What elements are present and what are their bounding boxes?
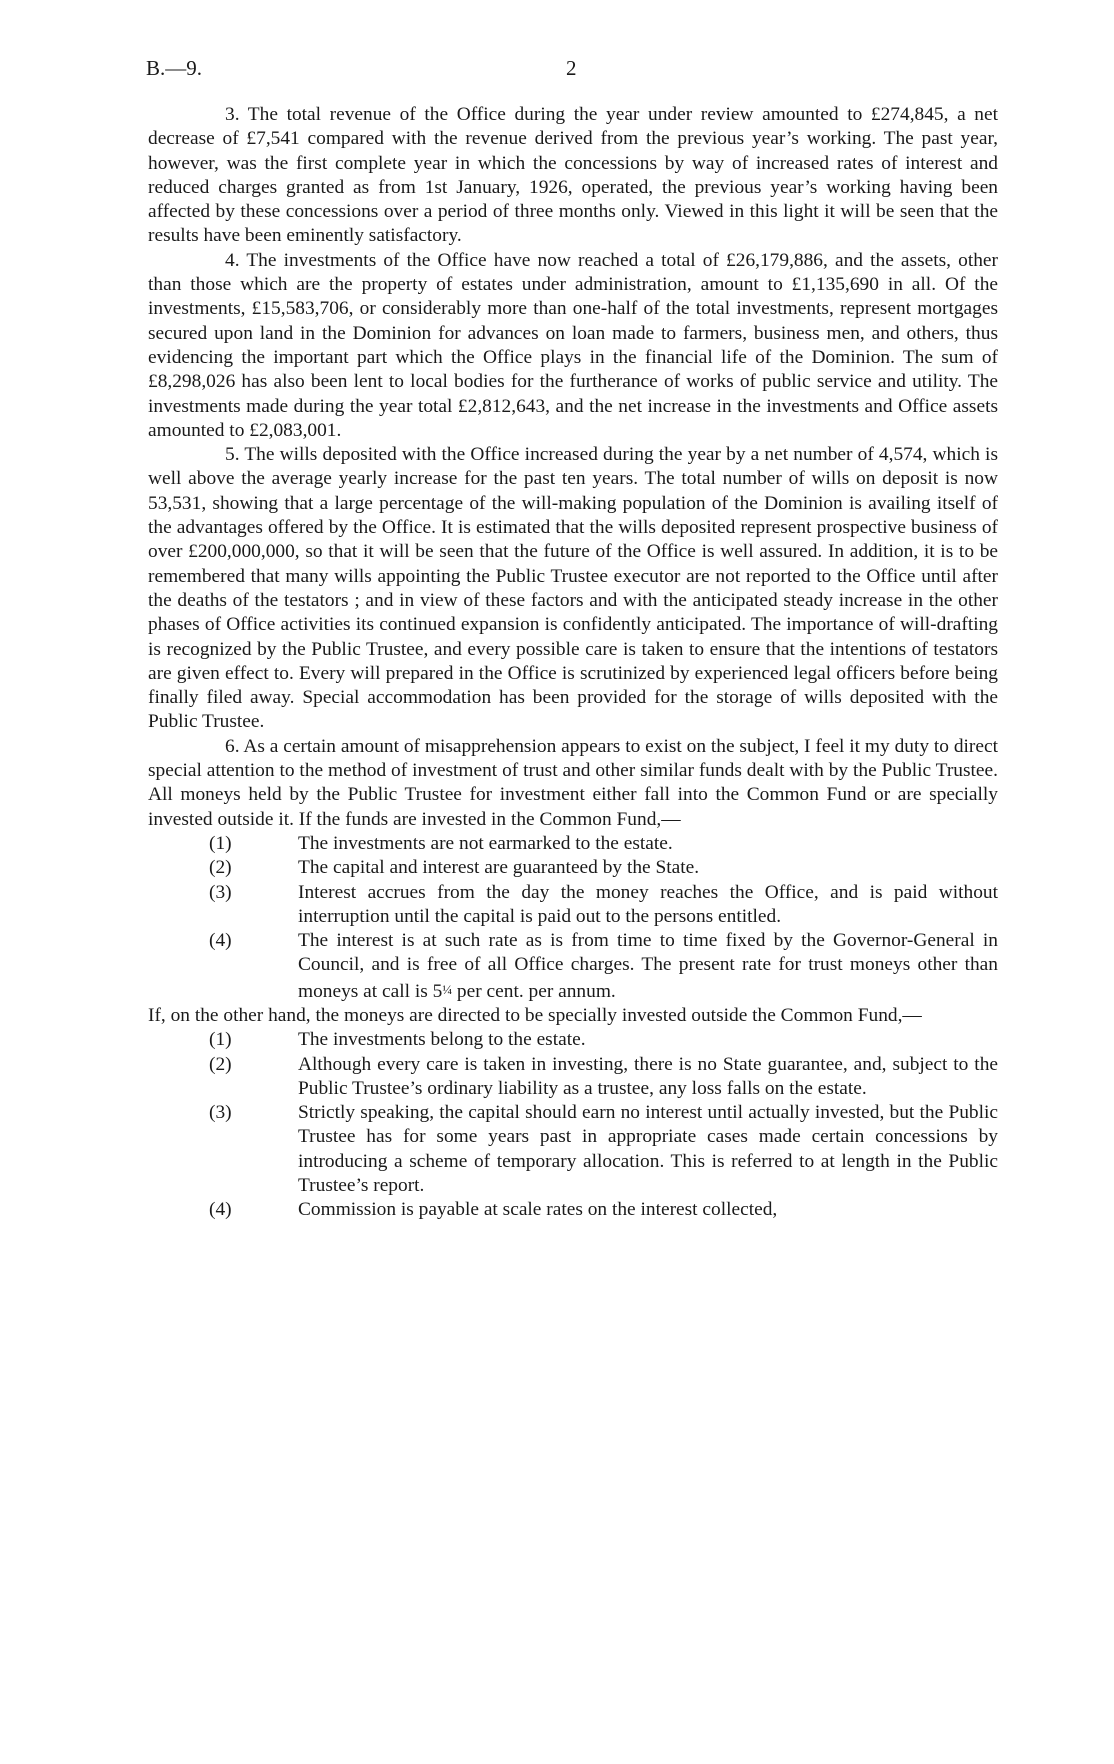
list-item-text: The investments belong to the estate. — [298, 1029, 586, 1051]
list-item-number: (4) — [209, 930, 232, 952]
list-item-number: (3) — [209, 1102, 232, 1124]
list-item-number: (4) — [209, 1199, 232, 1221]
common-fund-list — [148, 832, 998, 1004]
paragraph-3: 3. The total revenue of the Office during the year under review amounted to £274,845, a net decrease of £7,541 compared with the revenue derived from the previous year’s working. The past year, however, was the first complete year in which the concessions by way of increased rates of interest and reduced charges granted as from 1st January, 1926, operated, the previous year’s working having been affected by these concessions over a period of three months only. Viewed in this light it will be seen that the results have been eminently satisfactory. — [148, 104, 998, 247]
fraction: ¼ — [442, 981, 453, 997]
list-item — [209, 1053, 998, 1102]
body-text — [148, 103, 998, 1223]
list-item — [209, 929, 998, 1004]
special-investment-list — [148, 1028, 998, 1222]
list-item-number: (1) — [209, 832, 232, 854]
list-item — [209, 1028, 998, 1052]
list-item-number: (3) — [209, 881, 232, 903]
list-item — [209, 832, 998, 856]
paragraph-4: 4. The investments of the Office have now reached a total of £26,179,886, and the assets, other than those which are the property of estates under administration, amount to £1,135,690 in all. Of the investments, £15,583,706, or considerably more than one-half of the total investments, represent mortgages secured upon land in the Dominion for advances on loan made to farmers, business men, and others, thus evidencing the important part which the Office plays in the financial life of the Dominion. The sum of £8,298,026 has also been lent to local bodies for the furtherance of works of public service and utility. The investments made during the year total £2,812,643, and the net increase in the investments and Office assets amounted to £2,083,001. — [148, 249, 998, 441]
list-item — [209, 856, 998, 880]
list-item — [209, 881, 998, 930]
list-item-text-part: per cent. per annum. — [452, 980, 616, 1002]
list-item-number: (1) — [209, 1029, 232, 1051]
list-item-text: Commission is payable at scale rates on the interest collected, — [298, 1199, 778, 1221]
list-item — [209, 1101, 998, 1198]
list-item-text: Although every care is taken in investing, there is no State guarantee, and, subject to the Public Trustee’s ordinary liability as a trustee, any loss falls on the estate. — [298, 1053, 998, 1099]
list-item-text: The capital and interest are guaranteed by the State. — [298, 857, 700, 879]
list-item-text — [298, 929, 998, 1004]
list-item-text: Strictly speaking, the capital should earn no interest until actually invested, but the Public Trustee has for some years past in appropriate cases made certain concessions by introducing a scheme of temporary allocation. This is referred to at length in the Public Trustee’s report. — [298, 1102, 998, 1197]
paragraph-6: 6. As a certain amount of misapprehension appears to exist on the subject, I feel it my duty to direct special attention to the method of investment of trust and other similar funds dealt with by the Public Trustee. All moneys held by the Public Trustee for investment either fall into the Common Fund or are specially invested outside it. If the funds are invested in the Common Fund,— — [148, 735, 998, 830]
list-item-text: The investments are not earmarked to the estate. — [298, 832, 673, 854]
list-item-number: (2) — [209, 1053, 232, 1075]
report-reference: B.—9. — [146, 56, 203, 80]
list-item-text-part: The interest is at such rate as is from time to time fixed by the Governor-General in Council, and is free of all Office charges. The present rate for trust moneys other than moneys at call is 5 — [298, 930, 998, 1002]
transition-text: If, on the other hand, the moneys are directed to be specially invested outside the Common Fund,— — [148, 1004, 922, 1026]
paragraph-5: 5. The wills deposited with the Office increased during the year by a net number of 4,574, which is well above the average yearly increase for the past ten years. The total number of wills on deposit is now 53,531, showing that a large percentage of the will-making population of the Dominion is availing itself of the advantages offered by the Office. It is estimated that the wills deposited represent prospective business of over £200,000,000, so that it will be seen that the future of the Office is well assured. In addition, it is to be remembered that many wills appointing the Public Trustee executor are not reported to the Office until after the deaths of the testators ; and in view of these factors and with the anticipated steady increase in the other phases of Office activities its continued expansion is confidently anticipated. The importance of will-drafting is recognized by the Public Trustee, and every possible care is taken to ensure that the intentions of testators are given effect to. Every will prepared in the Office is scrutinized by experienced legal officers before being finally filed away. Special accommodation has been provided for the storage of wills deposited with the Public Trustee. — [148, 444, 998, 733]
list-item-text: Interest accrues from the day the money reaches the Office, and is paid without interruption until the capital is paid out to the persons entitled. — [298, 881, 998, 927]
list-item — [209, 1198, 998, 1222]
list-item-number: (2) — [209, 857, 232, 879]
page-number: 2 — [566, 56, 577, 80]
